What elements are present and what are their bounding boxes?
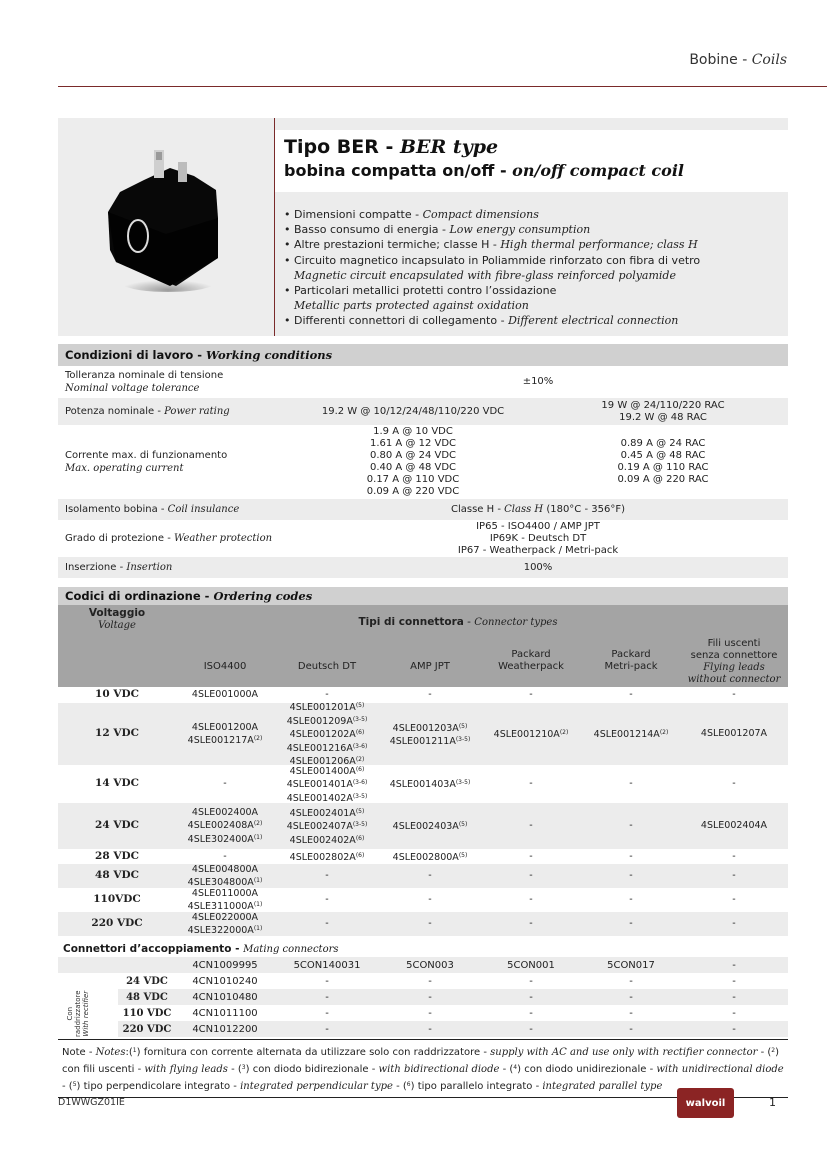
connector-code-cell: 4CN1009995 — [192, 959, 258, 971]
table-row — [58, 864, 788, 888]
connector-code-cell: - — [529, 991, 533, 1003]
connector-code-cell: 4CN1010240 — [192, 975, 258, 987]
voltage-cell: 28 VDC — [95, 849, 139, 862]
voltage-cell: 110VDC — [93, 893, 141, 906]
voltage-header: Voltaggio Voltage — [88, 607, 146, 631]
code-cell: - — [732, 778, 736, 790]
code-cell: - — [428, 689, 432, 701]
table-row: Grado di protezione - Weather protection IP65 - ISO4400 / AMP JPT IP69K - Deutsch DT IP67 - Weatherpack / Metri-pack — [65, 520, 619, 556]
voltage-cell: 12 VDC — [95, 727, 139, 740]
connector-code-cell: - — [428, 975, 432, 987]
ordering-codes-header — [58, 605, 788, 687]
section-title-it: Bobine — [689, 52, 738, 68]
code-cell: $4SLE001400A^{(6)}$ $4SLE001401A^{(3-6)}$ $4SLE001402A^{(3-5)}$ — [286, 765, 368, 804]
connector-code-cell: - — [325, 975, 329, 987]
code-cell: - — [732, 918, 736, 930]
connector-code-cell: 4CN1012200 — [192, 1023, 258, 1035]
rectifier-label: Con raddrizzatore With rectifier — [66, 990, 90, 1037]
code-cell: - — [428, 894, 432, 906]
connector-code-cell: - — [629, 991, 633, 1003]
code-cell: - — [529, 778, 533, 790]
page-header — [0, 0, 827, 88]
working-conditions-heading: Condizioni di lavoro - Working conditions — [58, 344, 788, 366]
document-code: D1WWGZ01IE — [58, 1097, 125, 1108]
code-cell: 4SLE001000A — [191, 689, 259, 701]
table-row — [118, 973, 788, 989]
connector-code-cell: 4CN1010480 — [192, 991, 258, 1003]
connector-code-cell: 5CON001 — [507, 959, 555, 971]
connector-code-cell: - — [732, 991, 736, 1003]
ordering-codes-body — [58, 687, 788, 936]
ordering-codes-table — [58, 587, 788, 1037]
voltage-cell: 48 VDC — [126, 991, 168, 1003]
code-cell: - — [428, 918, 432, 930]
brand-logo-text: walvoil — [685, 1097, 726, 1109]
code-cell: - — [529, 894, 533, 906]
code-cell: - — [325, 918, 329, 930]
code-cell: - — [732, 850, 736, 862]
voltage-cell: 110 VDC — [122, 1007, 172, 1019]
ordering-codes-heading: Codici di ordinazione - Ordering codes — [58, 587, 788, 605]
connector-code-cell: - — [529, 1023, 533, 1035]
connector-code-cell: - — [732, 1007, 736, 1019]
code-cell: - — [629, 918, 633, 930]
brand-logo — [677, 1088, 734, 1118]
code-cell: - — [732, 689, 736, 701]
section-title-en: Coils — [751, 52, 787, 68]
table-row — [58, 765, 788, 803]
voltage-cell: 48 VDC — [95, 869, 139, 882]
page-number: 1 — [769, 1096, 776, 1109]
product-subtitle-en: on/off compact coil — [512, 161, 684, 180]
connector-code-cell: - — [732, 959, 736, 971]
code-cell: - — [325, 870, 329, 882]
code-cell: $4SLE002800A^{(5)}$ — [392, 851, 468, 863]
table-row: Tolleranza nominale di tensione Nominal voltage tolerance ±10% — [65, 370, 554, 394]
connector-code-cell: - — [428, 1023, 432, 1035]
code-cell: $4SLE001403A^{(3-5)}$ — [389, 779, 471, 791]
connector-code-cell: 5CON017 — [607, 959, 655, 971]
connector-code-cell: - — [325, 1007, 329, 1019]
connector-code-cell: - — [732, 1023, 736, 1035]
working-conditions-table — [58, 344, 788, 578]
code-cell: - — [529, 850, 533, 862]
code-cell: $4SLE001214A^{(2)}$ — [593, 729, 669, 741]
voltage-cell: 24 VDC — [126, 975, 168, 987]
code-cell: - — [629, 778, 633, 790]
code-cell: $4SLE001203A^{(5)}$ $4SLE001211A^{(3-5)}$ — [389, 722, 471, 747]
code-cell: 4SLE004800A $4SLE304800A^{(1)}$ — [187, 863, 263, 888]
connector-code-cell: - — [529, 975, 533, 987]
voltage-cell: 220 VDC — [91, 917, 143, 930]
column-header: Fili uscenti senza connettore Flying leads without connector — [687, 638, 781, 685]
product-subtitle: bobina compatta on/off - on/off compact coil — [284, 161, 684, 180]
feature-item: • Dimensioni compatte - Compact dimensions — [284, 208, 539, 221]
column-header: Deutsch DT — [297, 661, 357, 672]
feature-item: • Differenti connettori di collegamento - Different electrical connection — [284, 314, 679, 328]
code-cell: 4SLE002400A $4SLE002408A^{(2)}$ $4SLE302400A^{(1)}$ — [187, 806, 263, 845]
voltage-cell: 10 VDC — [95, 688, 139, 701]
product-title-en: BER type — [399, 136, 499, 158]
product-image — [58, 118, 274, 336]
code-cell: 4SLE002404A — [700, 820, 768, 832]
product-title: Tipo BER - BER type — [284, 136, 499, 158]
code-cell: $4SLE001201A^{(5)}$ $4SLE001209A^{(3-5)}$ $4SLE001202A^{(6)}$ $4SLE001216A^{(3-6)}$ $4SLE001206A^{(2)}$ — [286, 702, 368, 768]
code-cell: $4SLE002802A^{(6)}$ — [289, 851, 365, 863]
code-cell: - — [325, 689, 329, 701]
table-row — [58, 803, 788, 849]
feature-item: • Basso consumo di energia - Low energy consumption — [284, 223, 591, 237]
mating-connectors-body — [58, 957, 788, 1037]
table-row: Potenza nominale - Power rating 19.2 W @ 10/12/24/48/110/220 VDC 19 W @ 24/110/220 RAC 19.2 W @ 48 RAC — [58, 398, 788, 425]
table-row — [58, 849, 788, 864]
code-cell: - — [529, 820, 533, 832]
product-title-box — [275, 130, 788, 192]
table-row — [118, 989, 788, 1005]
code-cell: - — [325, 894, 329, 906]
table-row: Corrente max. di funzionamento Max. operating current 1.9 A @ 10 VDC 1.61 A @ 12 VDC 0.80 A @ 24 VDC 0.40 A @ 48 VDC 0.17 A @ 110 VDC 0.09 A @ 220 VDC 0.89 A @ 24 RAC 0.45 A @ 48 RAC 0.19 A @ 110 RAC 0.09 A @ 220 RAC — [65, 426, 709, 497]
feature-item: • Particolari metallici protetti contro l’ossidazione Metallic parts protected against oxidation — [284, 284, 557, 313]
column-header: Packard Weatherpack — [498, 649, 564, 672]
table-row: Inserzione - Insertion 100% — [58, 557, 788, 578]
column-header: Packard Metri-pack — [604, 649, 658, 672]
connector-code-cell: 4CN1011100 — [192, 1007, 258, 1019]
code-cell: - — [629, 850, 633, 862]
voltage-cell: 220 VDC — [122, 1023, 172, 1035]
code-cell: - — [223, 850, 227, 862]
code-cell: - — [529, 870, 533, 882]
code-cell: - — [732, 870, 736, 882]
notes: Note - Notes:($^1$) fornitura con corrente alternata da utilizzare solo con raddrizzatore - supply with AC and use only with rectifier connector - ($^2$) con fili uscenti - with flying leads - ($^3$) con diodo bidirezionale - with bidirectional diode - ($^4$) con diodo unidirezionale - with unidirectional diode - ($^5$) tipo perpendicolare integrato - integrated perpendicular type - ($^6$) tipo parallelo integrato - integrated parallel type — [58, 1039, 788, 1098]
section-title: Bobine - Coils — [689, 52, 787, 68]
table-row — [118, 1021, 788, 1037]
code-cell: $4SLE002401A^{(5)}$ $4SLE002407A^{(3-5)}$ $4SLE002402A^{(6)}$ — [286, 807, 368, 846]
connector-code-cell: - — [732, 975, 736, 987]
voltage-cell: 14 VDC — [95, 777, 139, 790]
code-cell: - — [629, 689, 633, 701]
table-row — [118, 1005, 788, 1021]
code-cell: - — [629, 820, 633, 832]
connector-code-cell: - — [325, 1023, 329, 1035]
code-cell: - — [428, 870, 432, 882]
table-row — [58, 912, 788, 936]
code-cell: - — [629, 870, 633, 882]
product-title-it: Tipo BER — [284, 136, 379, 158]
code-cell: - — [529, 918, 533, 930]
feature-item: • Altre prestazioni termiche; classe H - High thermal performance; class H — [284, 238, 698, 252]
code-cell: $4SLE002403A^{(5)}$ — [392, 821, 468, 833]
code-cell: 4SLE022000A $4SLE322000A^{(1)}$ — [187, 911, 263, 936]
connector-code-cell: - — [629, 1007, 633, 1019]
header-rule — [58, 86, 827, 87]
connector-code-cell: - — [529, 1007, 533, 1019]
connector-code-cell: 5CON140031 — [293, 959, 361, 971]
connector-types-header: Tipi di connettora - Connector types — [358, 616, 558, 628]
feature-item: • Circuito magnetico incapsulato in Poliammide rinforzato con fibra di vetro Magnetic circuit encapsulated with fibre-glass reinforced polyamide — [284, 253, 701, 282]
feature-list — [284, 207, 784, 329]
table-row — [58, 687, 788, 703]
column-header: AMP JPT — [410, 661, 450, 672]
product-overview — [58, 118, 788, 336]
voltage-cell: 24 VDC — [95, 819, 139, 832]
code-cell: - — [732, 894, 736, 906]
code-cell: $4SLE001210A^{(2)}$ — [493, 729, 569, 741]
connector-code-cell: - — [325, 991, 329, 1003]
connector-code-cell: - — [629, 975, 633, 987]
connector-code-cell: - — [629, 1023, 633, 1035]
code-cell: 4SLE001207A — [700, 728, 768, 740]
table-row — [58, 702, 788, 768]
table-row — [58, 957, 788, 973]
table-row — [58, 888, 788, 912]
table-row: Isolamento bobina - Coil insulance Classe H - Class H (180°C - 356°F) — [58, 499, 788, 520]
connector-code-cell: - — [428, 1007, 432, 1019]
code-cell: - — [629, 894, 633, 906]
code-cell: - — [223, 778, 227, 790]
product-subtitle-it: bobina compatta on/off — [284, 161, 495, 180]
mating-connectors-heading: Connettori d’accoppiamento - Mating connectors — [63, 943, 339, 955]
code-cell: - — [529, 689, 533, 701]
column-header: ISO4400 — [203, 661, 247, 672]
code-cell: 4SLE011000A $4SLE311000A^{(1)}$ — [187, 887, 263, 912]
connector-code-cell: - — [428, 991, 432, 1003]
code-cell: 4SLE001200A $4SLE001217A^{(2)}$ — [187, 721, 263, 746]
coil-image-icon — [106, 150, 224, 295]
connector-code-cell: 5CON003 — [406, 959, 454, 971]
